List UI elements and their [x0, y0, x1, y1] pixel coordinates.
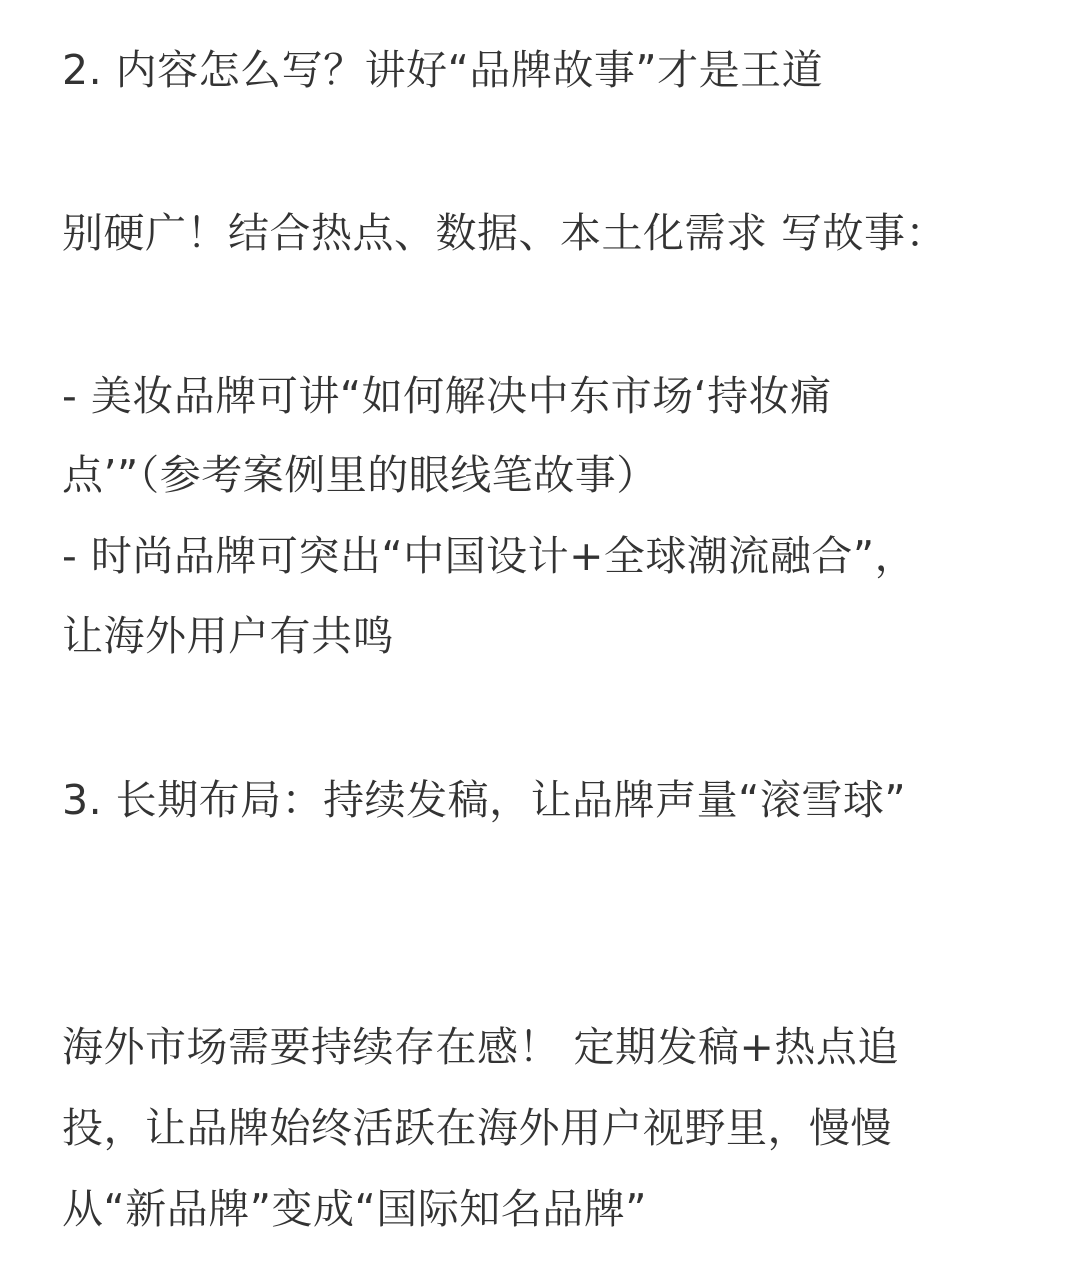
section-3-body-line-2: 投，让品牌始终活跃在海外用户视野里，慢慢 [62, 1104, 892, 1152]
section-3-body-line-3: 从“新品牌”变成“国际知名品牌” [62, 1185, 647, 1233]
section-3-body-line-1: 海外市场需要持续存在感！ 定期发稿+热点追 [62, 1023, 899, 1071]
section-3-heading: 3. 长期布局：持续发稿，让品牌声量“滚雪球” [62, 776, 907, 824]
beauty-brand-tip-line-2: 点’”（参考案例里的眼线笔故事） [62, 451, 658, 499]
fashion-brand-tip-line-2: 让海外用户有共鸣 [62, 612, 394, 660]
beauty-brand-tip-line-1: - 美妆品牌可讲“如何解决中东市场‘持妆痛 [62, 372, 832, 420]
fashion-brand-tip-line-1: - 时尚品牌可突出“中国设计+全球潮流融合”， [62, 532, 917, 580]
section-2-heading: 2. 内容怎么写？讲好“品牌故事”才是王道 [62, 46, 824, 94]
section-2-intro: 别硬广！结合热点、数据、本土化需求 写故事： [62, 209, 948, 257]
